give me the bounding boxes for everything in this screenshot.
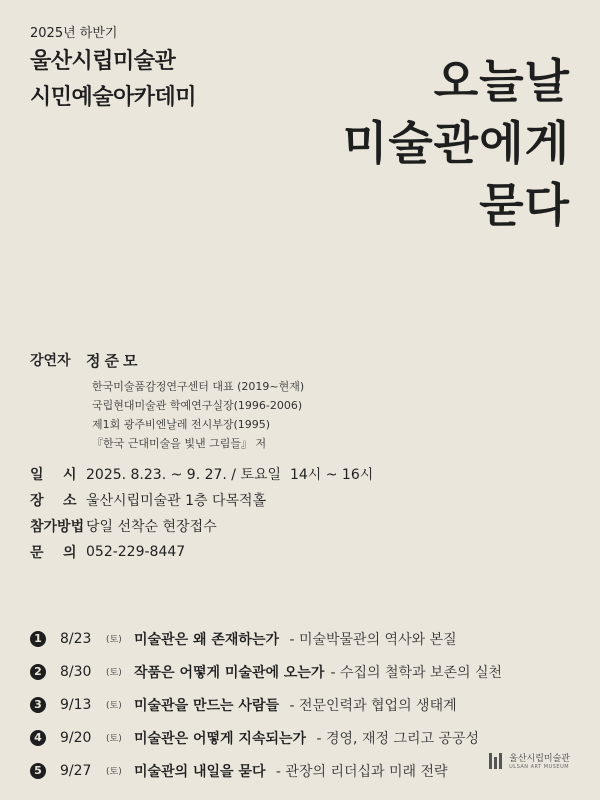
- detail-value: 052-229-8447: [86, 544, 186, 560]
- session-description: - 경영, 재정 그리고 공공성: [312, 730, 480, 747]
- title-line-2: 미술관에게: [342, 116, 570, 170]
- session-topic: 미술관의 내일을 묻다: [134, 763, 266, 780]
- session-number-badge: 2: [30, 664, 46, 680]
- logo-name-english: ULSAN ART MUSEUM: [509, 764, 570, 770]
- speaker-career: [92, 377, 373, 453]
- session-date: 9/27: [60, 762, 92, 779]
- session-item: [30, 655, 570, 688]
- session-weekday: (토): [106, 767, 122, 777]
- session-number-badge: 3: [30, 697, 46, 713]
- detail-label: 문 의: [30, 545, 77, 561]
- session-weekday: (토): [106, 701, 122, 711]
- museum-logo-text: [509, 751, 570, 770]
- detail-row-contact: [30, 539, 373, 565]
- organizer-title: [30, 44, 196, 116]
- museum-logo: [489, 751, 570, 770]
- program-name: 시민예술아카데미: [30, 85, 197, 110]
- session-date: 9/20: [60, 729, 92, 746]
- session-topic: 작품은 어떻게 미술관에 오는가: [134, 664, 325, 681]
- career-item: 국립현대미술관 학예연구실장(1996-2006): [92, 399, 303, 412]
- session-weekday: (토): [106, 734, 122, 744]
- detail-label: 일 시: [30, 467, 77, 483]
- session-item: [30, 688, 570, 721]
- detail-value: 당일 선착순 현장접수: [86, 519, 217, 535]
- period-label: 2025년 하반기: [30, 26, 118, 41]
- organizer-name: 울산시립미술관: [30, 49, 176, 74]
- session-weekday: (토): [106, 635, 122, 645]
- main-title: [343, 50, 570, 236]
- session-item: [30, 622, 570, 655]
- session-topic: 미술관을 만드는 사람들: [134, 697, 279, 714]
- speaker-label: 강연자: [30, 353, 71, 369]
- session-description: - 전문인력과 협업의 생태계: [285, 697, 457, 714]
- session-number-badge: 5: [30, 763, 46, 779]
- session-number-badge: 4: [30, 730, 46, 746]
- detail-row-place: [30, 487, 373, 513]
- career-item: 『한국 근대미술을 빛낸 그림들』 저: [92, 437, 267, 450]
- career-item: 한국미술품감정연구센터 대표 (2019~현재): [92, 380, 305, 393]
- session-number-badge: 1: [30, 631, 46, 647]
- session-date: 8/30: [60, 663, 92, 680]
- career-item: 제1회 광주비엔날레 전시부장(1995): [92, 418, 271, 431]
- detail-value: 2025. 8.23. ~ 9. 27. / 토요일 14시 ~ 16시: [86, 467, 374, 483]
- title-line-1: 오늘날: [433, 54, 570, 108]
- session-weekday: (토): [106, 668, 122, 678]
- event-info: [30, 350, 373, 565]
- session-date: 8/23: [60, 630, 92, 647]
- session-description: - 미술박물관의 역사와 본질: [285, 631, 457, 648]
- detail-label: 참가방법: [30, 519, 85, 535]
- detail-row-datetime: [30, 461, 373, 487]
- detail-value: 울산시립미술관 1층 다목적홀: [86, 493, 267, 509]
- title-line-3: 묻다: [479, 178, 570, 232]
- session-topic: 미술관은 왜 존재하는가: [134, 631, 279, 648]
- detail-label: 장 소: [30, 493, 77, 509]
- detail-list: [30, 461, 373, 565]
- session-item: [30, 721, 570, 754]
- museum-logo-icon: [489, 753, 503, 769]
- session-description: - 수집의 철학과 보존의 실천: [330, 664, 503, 681]
- speaker-row: [30, 350, 373, 371]
- session-topic: 미술관은 어떻게 지속되는가: [134, 730, 307, 747]
- speaker-name: 정준모: [86, 352, 142, 370]
- detail-row-method: [30, 513, 373, 539]
- logo-name-korean: 울산시립미술관: [509, 754, 570, 764]
- session-date: 9/13: [60, 696, 92, 713]
- session-description: - 관장의 리더십과 미래 전략: [271, 763, 448, 780]
